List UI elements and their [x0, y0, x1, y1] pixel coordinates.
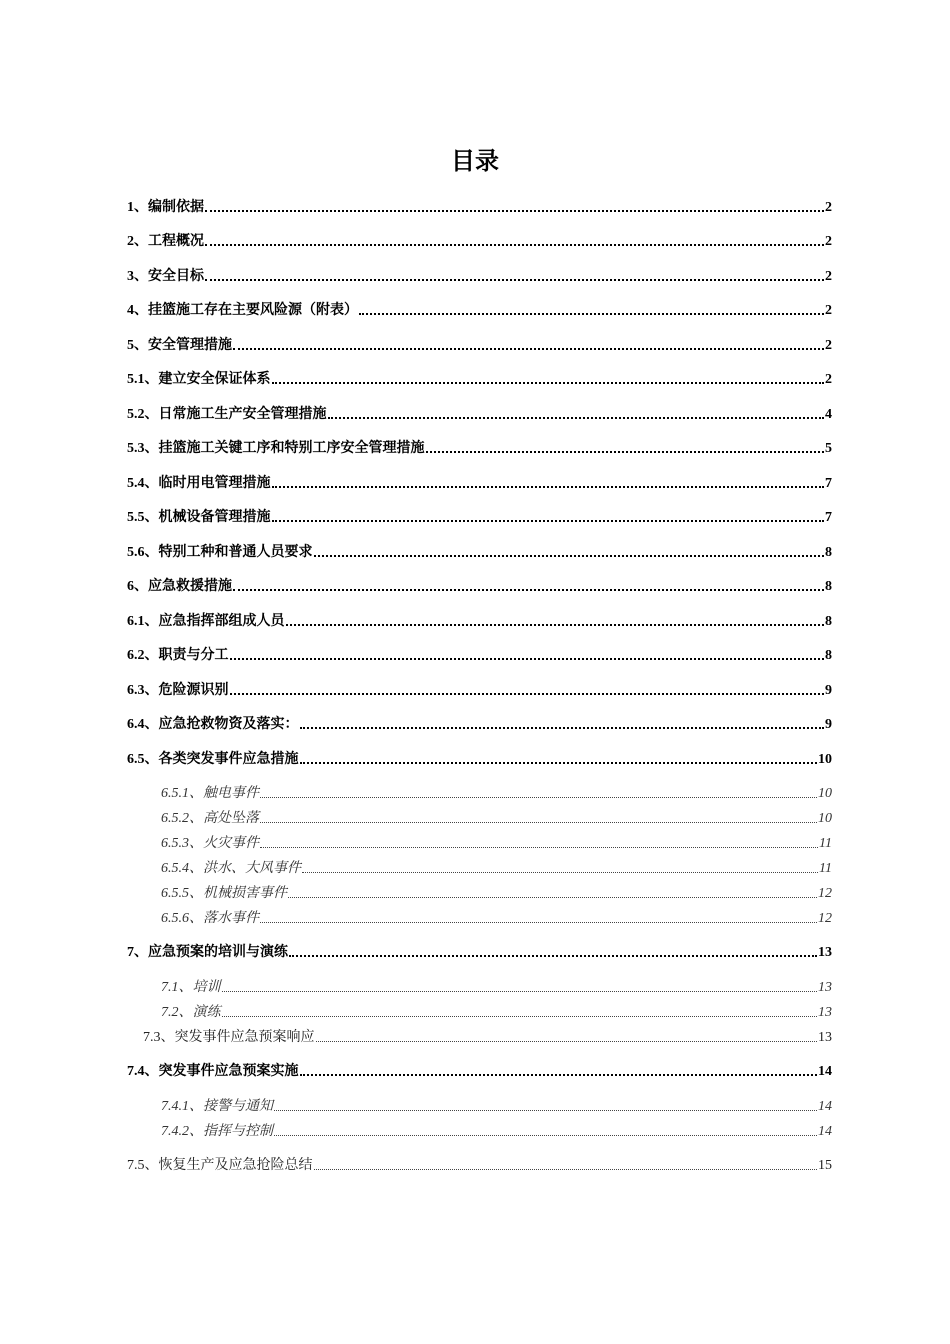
toc-entry-label: 6.2、职责与分工: [127, 648, 229, 663]
toc-page-number: 9: [825, 717, 832, 732]
toc-entry[interactable]: [161, 882, 832, 902]
toc-entry[interactable]: [127, 941, 832, 961]
toc-entry-label: 6.1、应急指挥部组成人员: [127, 614, 285, 629]
toc-entry[interactable]: [127, 610, 832, 630]
toc-entry[interactable]: [127, 437, 832, 457]
toc-entry[interactable]: [127, 1060, 832, 1080]
toc-entry-label: 6.3、危险源识别: [127, 683, 229, 698]
toc-entry[interactable]: [161, 832, 832, 852]
dot-leader: [272, 486, 825, 488]
toc-page-number: 10: [818, 752, 832, 767]
toc-entry-label: 6、应急救援措施: [127, 579, 232, 594]
toc-entry-label: 5、安全管理措施: [127, 338, 232, 353]
dot-leader: [272, 520, 825, 522]
toc-entry[interactable]: [127, 299, 832, 319]
toc-entry-label: 7.4、突发事件应急预案实施: [127, 1064, 299, 1079]
toc-page-number: 12: [818, 886, 832, 901]
toc-entry[interactable]: [127, 403, 832, 423]
toc-entry[interactable]: [127, 334, 832, 354]
toc-page-number: 13: [818, 980, 832, 995]
toc-entry[interactable]: [127, 575, 832, 595]
toc-page-number: 10: [818, 811, 832, 826]
toc-entry-label: 6.5.4、洪水、大风事件: [161, 861, 301, 876]
toc-entry[interactable]: [127, 1154, 832, 1174]
toc-page-number: 14: [818, 1124, 832, 1139]
dot-leader: [233, 348, 824, 350]
dot-leader: [230, 658, 825, 660]
toc-entry-label: 5.2、日常施工生产安全管理措施: [127, 407, 327, 422]
toc-page-number: 15: [818, 1158, 832, 1173]
toc-page-number: 11: [819, 836, 832, 851]
dot-leader: [328, 417, 825, 419]
toc-entry[interactable]: [127, 472, 832, 492]
dot-leader: [230, 693, 825, 695]
toc-entry[interactable]: [127, 368, 832, 388]
dot-leader: [260, 822, 817, 823]
dot-leader: [233, 589, 824, 591]
toc-page-number: 14: [818, 1099, 832, 1114]
dot-leader: [274, 1110, 817, 1111]
toc-page-number: 2: [825, 269, 832, 284]
toc-entry-label: 5.4、临时用电管理措施: [127, 476, 271, 491]
toc-entry[interactable]: [127, 748, 832, 768]
toc-page-number: 2: [825, 303, 832, 318]
toc-page-number: 2: [825, 338, 832, 353]
toc-page-number: 5: [825, 441, 832, 456]
toc-entry[interactable]: [161, 1095, 832, 1115]
toc-entry-label: 7.3、突发事件应急预案响应: [143, 1030, 315, 1045]
toc-entry[interactable]: [161, 1001, 832, 1021]
toc-entry[interactable]: [127, 713, 832, 733]
toc-entry-label: 7.4.2、指挥与控制: [161, 1124, 273, 1139]
toc-page-number: 13: [818, 945, 832, 960]
dot-leader: [260, 922, 817, 923]
toc-entry-label: 7.1、培训: [161, 980, 221, 995]
dot-leader: [274, 1135, 817, 1136]
toc-page-number: 8: [825, 579, 832, 594]
toc-page-number: 8: [825, 648, 832, 663]
dot-leader: [222, 1016, 818, 1017]
toc-entry[interactable]: [127, 265, 832, 285]
toc-entry[interactable]: [127, 196, 832, 216]
toc-page-number: 7: [825, 476, 832, 491]
toc-page-number: 10: [818, 786, 832, 801]
toc-entry-label: 6.5.2、高处坠落: [161, 811, 259, 826]
toc-page-number: 12: [818, 911, 832, 926]
dot-leader: [205, 244, 824, 246]
toc-entry-label: 5.3、挂篮施工关键工序和特别工序安全管理措施: [127, 441, 425, 456]
toc-entry[interactable]: [127, 506, 832, 526]
toc-page-number: 13: [818, 1005, 832, 1020]
dot-leader: [205, 279, 824, 281]
toc-page-number: 8: [825, 545, 832, 560]
toc-entry-label: 5.1、建立安全保证体系: [127, 372, 271, 387]
dot-leader: [300, 1074, 818, 1076]
dot-leader: [314, 1169, 818, 1170]
toc-entry[interactable]: [127, 230, 832, 250]
dot-leader: [302, 872, 818, 873]
toc-entry-label: 5.5、机械设备管理措施: [127, 510, 271, 525]
toc-page-number: 2: [825, 372, 832, 387]
toc-entry-label: 6.5.1、触电事件: [161, 786, 259, 801]
toc-entry[interactable]: [143, 1026, 832, 1046]
toc-entry-label: 5.6、特别工种和普通人员要求: [127, 545, 313, 560]
dot-leader: [300, 762, 818, 764]
toc-entry-label: 6.5、各类突发事件应急措施: [127, 752, 299, 767]
toc-entry[interactable]: [161, 976, 832, 996]
toc-entry-label: 7.5、恢复生产及应急抢险总结: [127, 1158, 313, 1173]
toc-entry[interactable]: [161, 1120, 832, 1140]
dot-leader: [316, 1041, 818, 1042]
dot-leader: [260, 797, 817, 798]
toc-entry[interactable]: [127, 541, 832, 561]
toc-page-number: 11: [819, 861, 832, 876]
toc-page-number: 9: [825, 683, 832, 698]
toc-entry-label: 6.5.3、火灾事件: [161, 836, 259, 851]
dot-leader: [272, 382, 825, 384]
toc-entry[interactable]: [161, 857, 832, 877]
toc-entry-label: 1、编制依据: [127, 200, 204, 215]
dot-leader: [314, 555, 825, 557]
dot-leader: [260, 847, 818, 848]
dot-leader: [359, 313, 824, 315]
dot-leader: [300, 727, 825, 729]
toc-page-number: 13: [818, 1030, 832, 1045]
dot-leader: [426, 451, 825, 453]
toc-entry[interactable]: [127, 679, 832, 699]
toc-page-number: 7: [825, 510, 832, 525]
toc-entry-label: 4、挂篮施工存在主要风险源（附表）: [127, 303, 358, 318]
toc-page-number: 4: [825, 407, 832, 422]
dot-leader: [286, 624, 825, 626]
toc-entry[interactable]: [127, 644, 832, 664]
toc-entry-label: 6.4、应急抢救物资及落实：: [127, 717, 299, 732]
toc-page-number: 2: [825, 200, 832, 215]
toc-entry[interactable]: [161, 907, 832, 927]
toc-page-number: 8: [825, 614, 832, 629]
dot-leader: [289, 955, 817, 957]
toc-entry[interactable]: [161, 807, 832, 827]
toc-entry-label: 6.5.5、机械损害事件: [161, 886, 287, 901]
toc-entry-label: 7.4.1、接警与通知: [161, 1099, 273, 1114]
toc-page-number: 2: [825, 234, 832, 249]
toc-entry-label: 3、安全目标: [127, 269, 204, 284]
dot-leader: [205, 210, 824, 212]
dot-leader: [222, 991, 818, 992]
dot-leader: [288, 897, 817, 898]
toc-entry-label: 7、应急预案的培训与演练: [127, 945, 288, 960]
toc-entry-label: 6.5.6、落水事件: [161, 911, 259, 926]
toc-entry-label: 2、工程概况: [127, 234, 204, 249]
toc-entry-label: 7.2、演练: [161, 1005, 221, 1020]
toc-title: 目录: [451, 146, 499, 175]
toc-page-number: 14: [818, 1064, 832, 1079]
toc-entry[interactable]: [161, 782, 832, 802]
